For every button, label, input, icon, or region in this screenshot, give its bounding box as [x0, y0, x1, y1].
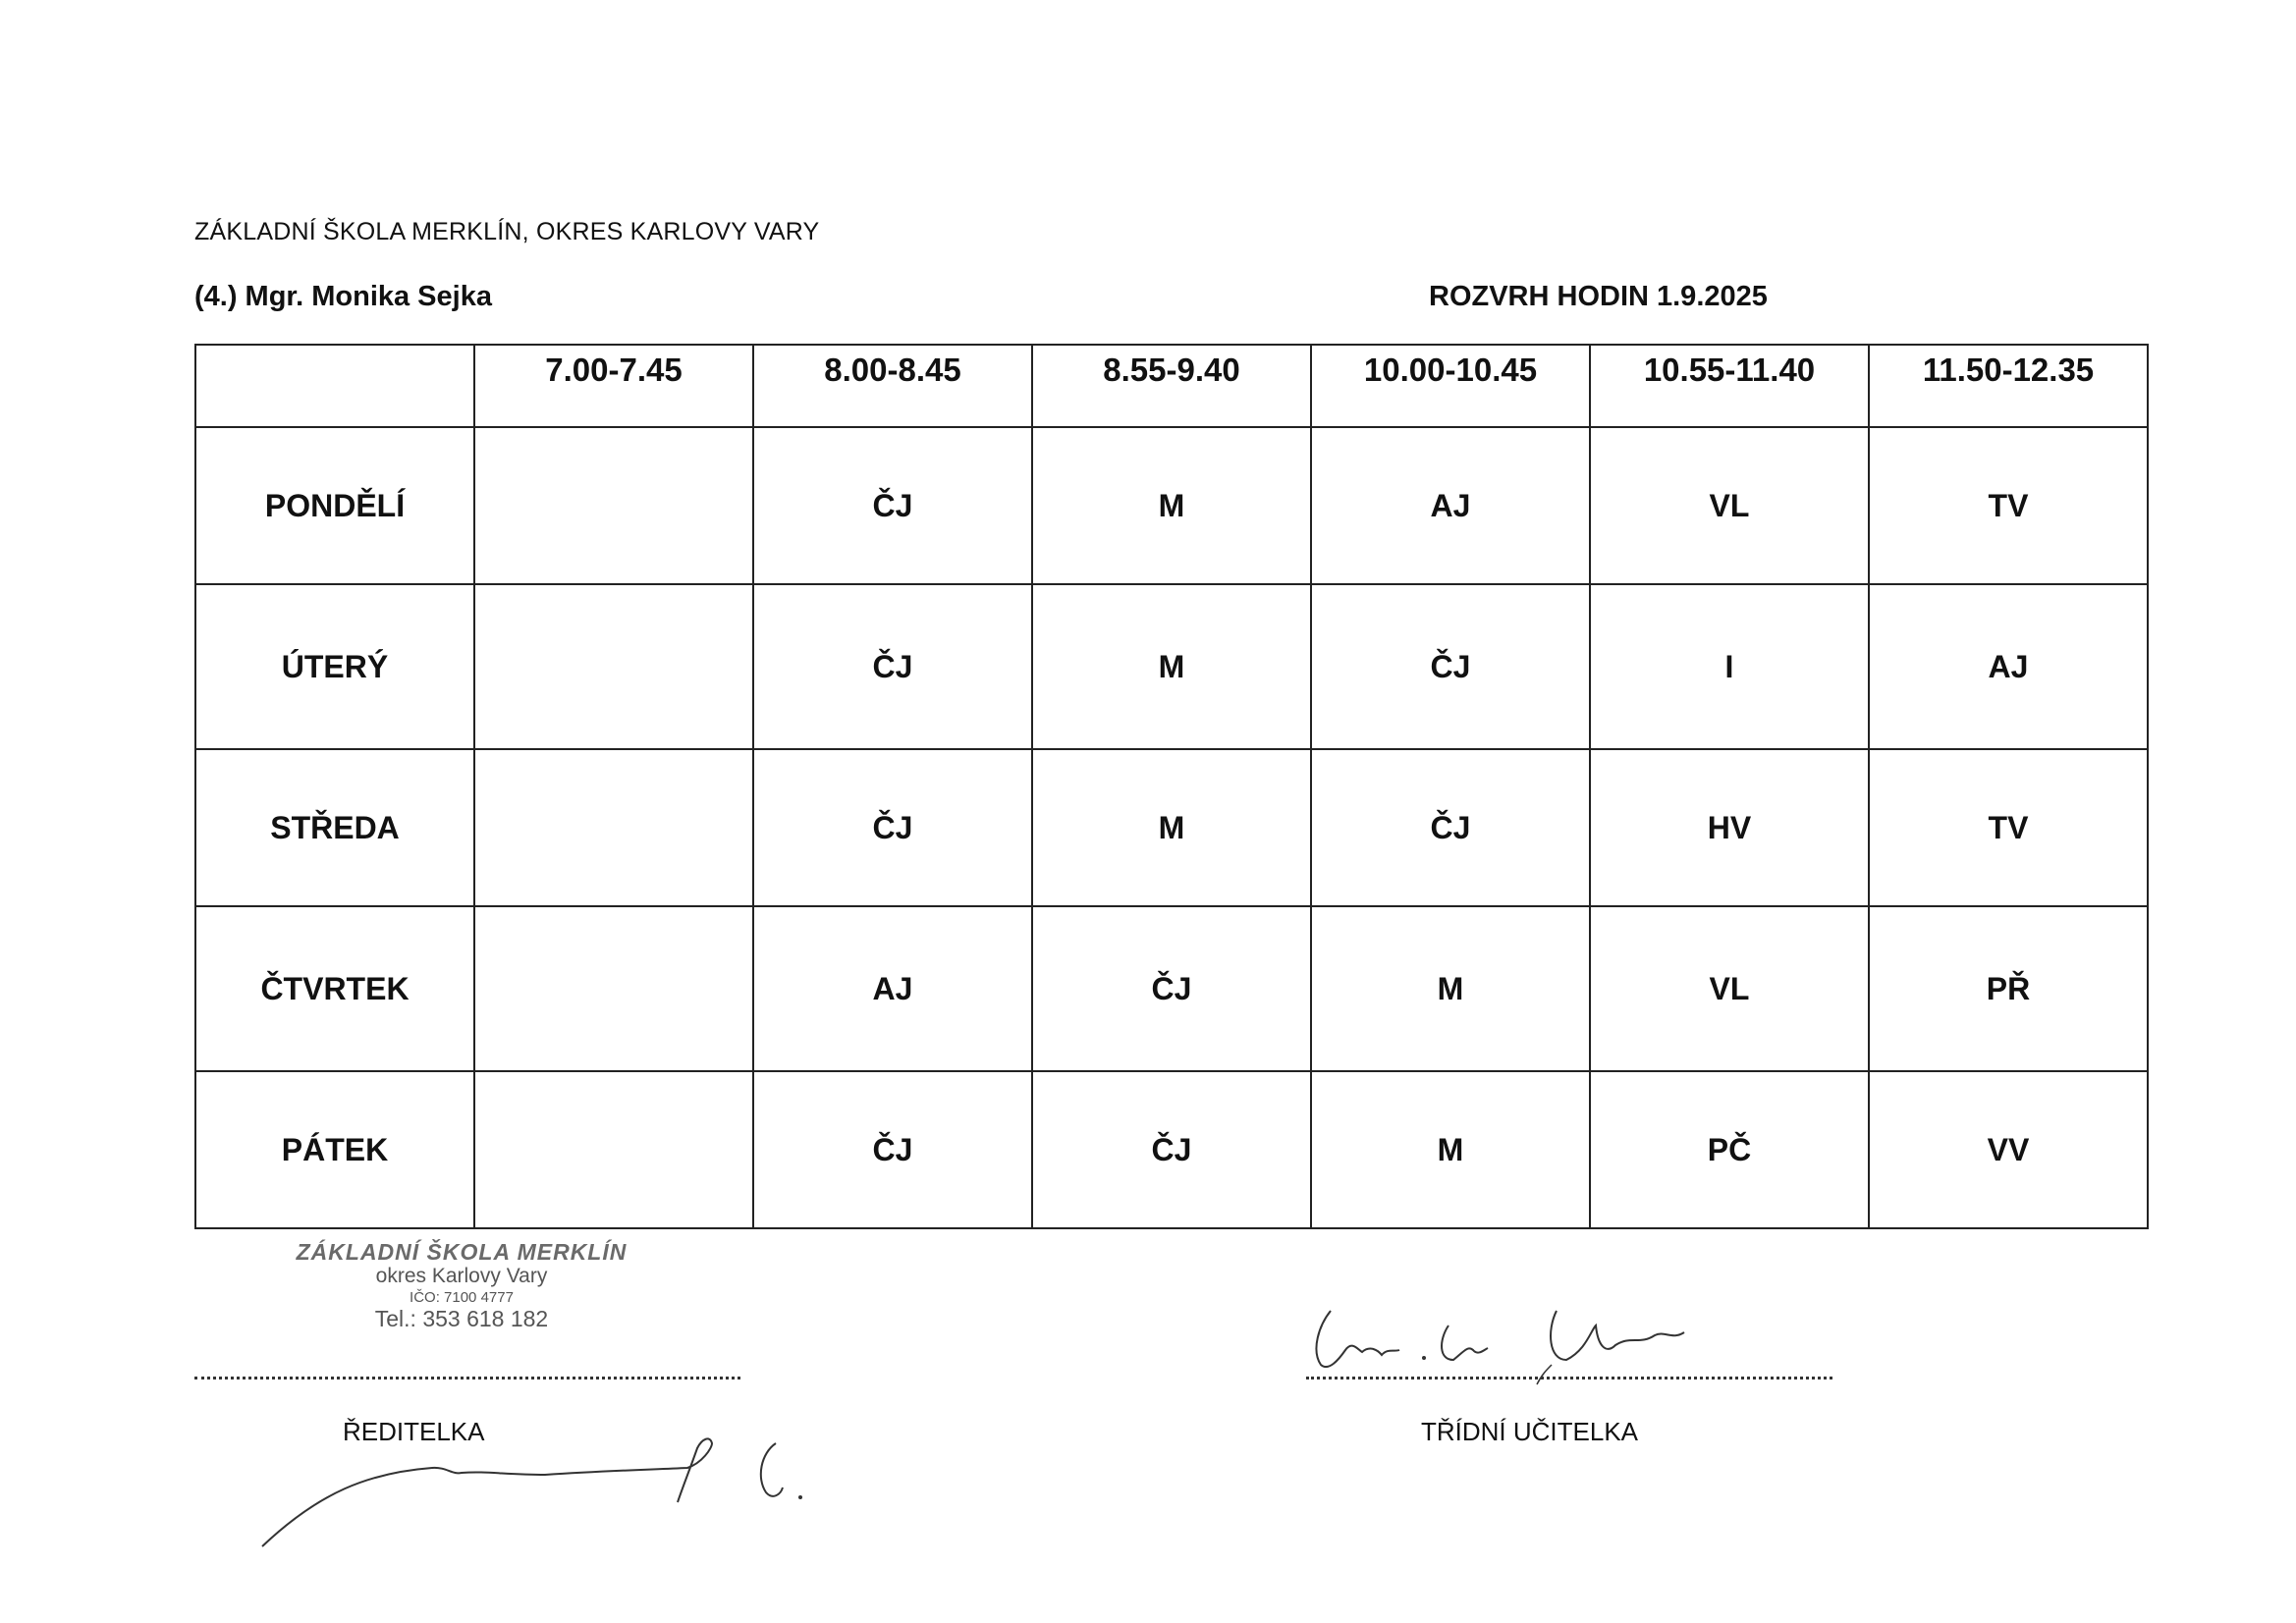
- day-name: ČTVRTEK: [195, 906, 474, 1071]
- class-teacher-line: (4.) Mgr. Monika Sejka: [194, 281, 492, 312]
- lesson-cell: HV: [1590, 749, 1869, 906]
- lesson-cell: ČJ: [1311, 584, 1590, 749]
- period-header: 11.50-12.35: [1869, 345, 2148, 427]
- timetable-row: [195, 427, 2148, 584]
- lesson-cell: M: [1032, 584, 1311, 749]
- lesson-cell: I: [1590, 584, 1869, 749]
- teacher-label: TŘÍDNÍ UČITELKA: [1421, 1417, 1639, 1446]
- corner-cell: [195, 345, 474, 427]
- lesson-cell: ČJ: [753, 427, 1032, 584]
- lesson-cell: [474, 1071, 753, 1228]
- period-header: 7.00-7.45: [474, 345, 753, 427]
- lesson-cell: VV: [1869, 1071, 2148, 1228]
- day-name: STŘEDA: [195, 749, 474, 906]
- stamp-phone: Tel.: 353 618 182: [374, 1305, 549, 1331]
- lesson-cell: [474, 906, 753, 1071]
- lesson-cell: [474, 427, 753, 584]
- stamp-district: okres Karlovy Vary: [375, 1265, 548, 1288]
- lesson-cell: M: [1032, 427, 1311, 584]
- timetable-row: [195, 906, 2148, 1071]
- lesson-cell: AJ: [753, 906, 1032, 1071]
- timetable-header-row: [195, 345, 2148, 427]
- schedule-title: ROZVRH HODIN 1.9.2025: [1429, 281, 1768, 312]
- period-header: 8.55-9.40: [1032, 345, 1311, 427]
- lesson-cell: [474, 749, 753, 906]
- school-stamp: [295, 1239, 629, 1331]
- lesson-cell: M: [1311, 906, 1590, 1071]
- stamp-ico: IČO: 7100 4777: [410, 1288, 514, 1306]
- day-name: ÚTERÝ: [195, 584, 474, 749]
- timetable: [194, 344, 2149, 1229]
- day-name: PÁTEK: [195, 1071, 474, 1228]
- lesson-cell: ČJ: [753, 584, 1032, 749]
- lesson-cell: TV: [1869, 427, 2148, 584]
- timetable-row: [195, 749, 2148, 906]
- director-signature: [250, 1414, 859, 1581]
- lesson-cell: ČJ: [753, 749, 1032, 906]
- lesson-cell: VL: [1590, 906, 1869, 1071]
- period-header: 10.00-10.45: [1311, 345, 1590, 427]
- lesson-cell: M: [1311, 1071, 1590, 1228]
- lesson-cell: TV: [1869, 749, 2148, 906]
- timetable-row: [195, 584, 2148, 749]
- teacher-signature: [1301, 1291, 1714, 1399]
- lesson-cell: ČJ: [753, 1071, 1032, 1228]
- lesson-cell: PČ: [1590, 1071, 1869, 1228]
- timetable-row: [195, 1071, 2148, 1228]
- period-header: 10.55-11.40: [1590, 345, 1869, 427]
- period-header: 8.00-8.45: [753, 345, 1032, 427]
- lesson-cell: ČJ: [1032, 1071, 1311, 1228]
- director-signature-line: [194, 1377, 740, 1380]
- lesson-cell: PŘ: [1869, 906, 2148, 1071]
- school-header: ZÁKLADNÍ ŠKOLA MERKLÍN, OKRES KARLOVY VARY: [194, 218, 820, 245]
- day-name: PONDĚLÍ: [195, 427, 474, 584]
- stamp-school-name: ZÁKLADNÍ ŠKOLA MERKLÍN: [296, 1239, 628, 1265]
- lesson-cell: AJ: [1869, 584, 2148, 749]
- lesson-cell: AJ: [1311, 427, 1590, 584]
- lesson-cell: VL: [1590, 427, 1869, 584]
- lesson-cell: ČJ: [1311, 749, 1590, 906]
- lesson-cell: M: [1032, 749, 1311, 906]
- lesson-cell: ČJ: [1032, 906, 1311, 1071]
- director-label: ŘEDITELKA: [343, 1417, 485, 1446]
- lesson-cell: [474, 584, 753, 749]
